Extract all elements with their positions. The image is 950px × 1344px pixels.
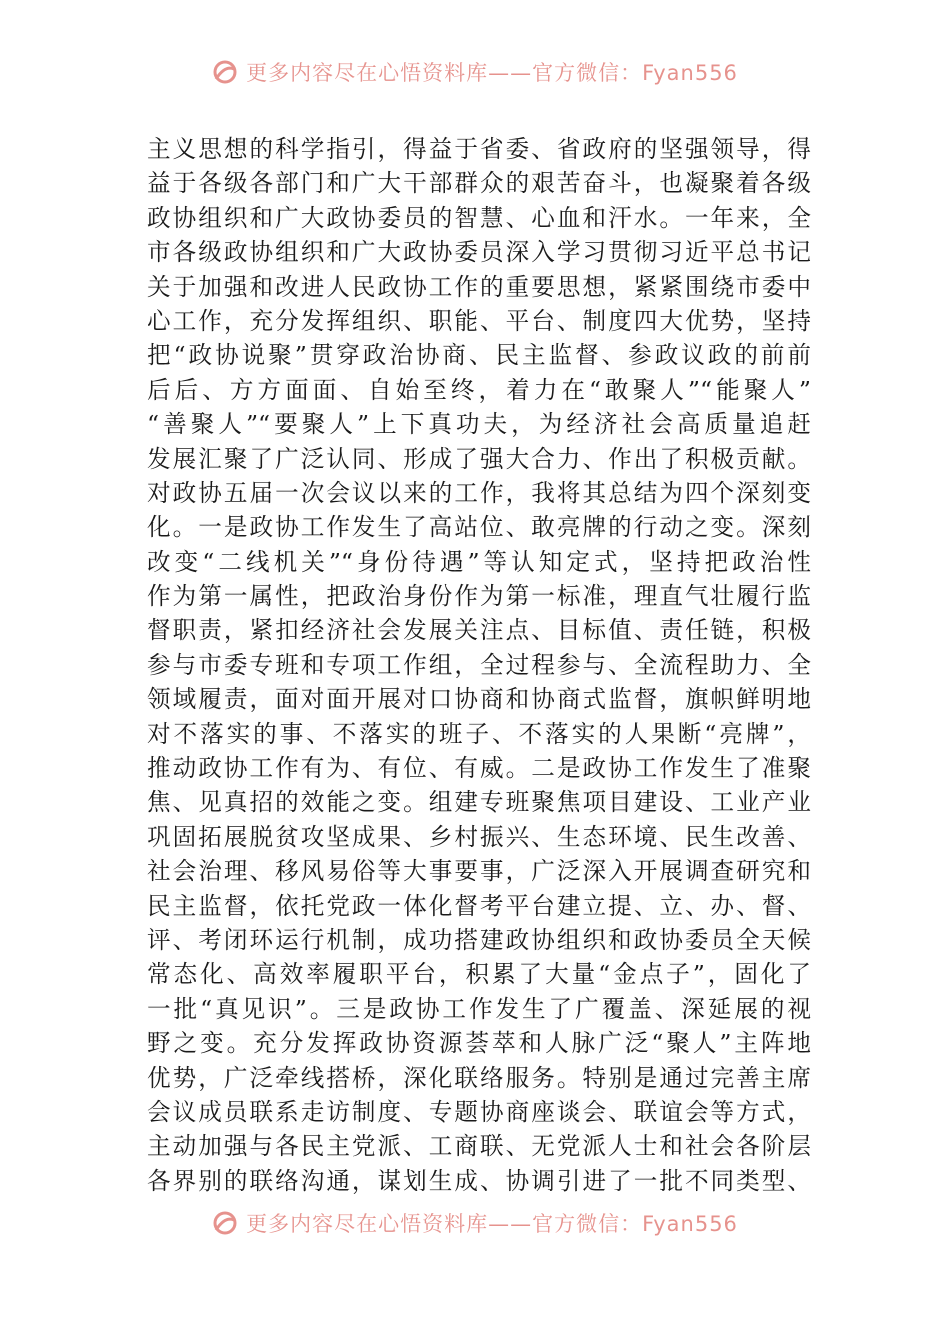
text-line: “善聚人”“要聚人”上下真功夫，为经济社会高质量追赶 [147, 410, 811, 439]
watermark-text: 更多内容尽在心悟资料库——官方微信：Fyan556 [246, 61, 738, 85]
document-body [147, 132, 811, 1198]
text-line: 巩固拓展脱贫攻坚成果、乡村振兴、生态环境、民生改善、 [147, 822, 811, 851]
fortune-circle-logo-icon [212, 1210, 238, 1236]
text-line: 化。一是政协工作发生了高站位、敢亮牌的行动之变。深刻 [147, 513, 811, 542]
fortune-circle-logo-icon [212, 59, 238, 85]
text-line: 野之变。充分发挥政协资源荟萃和人脉广泛“聚人”主阵地 [147, 1029, 811, 1058]
text-line: 改变“二线机关”“身份待遇”等认知定式，坚持把政治性 [147, 547, 811, 576]
text-line: 关于加强和改进人民政协工作的重要思想，紧紧围绕市委中 [147, 272, 811, 301]
text-line: 政协组织和广大政协委员的智慧、心血和汗水。一年来，全 [147, 203, 811, 232]
text-line: 主义思想的科学指引，得益于省委、省政府的坚强领导，得 [147, 135, 811, 163]
header-watermark [0, 52, 950, 92]
text-line: 社会治理、移风易俗等大事要事，广泛深入开展调查研究和 [147, 857, 811, 886]
text-line: 常态化、高效率履职平台，积累了大量“金点子”，固化了 [147, 960, 811, 989]
text-line: 民主监督，依托党政一体化督考平台建立提、立、办、督、 [147, 891, 811, 920]
text-line: 评、考闭环运行机制，成功搭建政协组织和政协委员全天候 [147, 925, 811, 954]
text-line: 心工作，充分发挥组织、职能、平台、制度四大优势，坚持 [147, 306, 811, 335]
text-line: 对不落实的事、不落实的班子、不落实的人果断“亮牌”， [147, 719, 811, 748]
text-line: 益于各级各部门和广大干部群众的艰苦奋斗，也凝聚着各级 [147, 169, 811, 198]
text-line: 一批“真见识”。三是政协工作发生了广覆盖、深延展的视 [147, 994, 811, 1023]
text-line: 发展汇聚了广泛认同、形成了强大合力、作出了积极贡献。 [147, 444, 811, 473]
text-line: 会议成员联系走访制度、专题协商座谈会、联谊会等方式， [147, 1097, 811, 1126]
text-line: 对政协五届一次会议以来的工作，我将其总结为四个深刻变 [147, 478, 811, 507]
text-line: 督职责，紧扣经济社会发展关注点、目标值、责任链，积极 [147, 616, 811, 645]
text-line: 推动政协工作有为、有位、有威。二是政协工作发生了准聚 [147, 754, 811, 783]
text-line: 作为第一属性，把政治身份作为第一标准，理直气壮履行监 [147, 582, 811, 611]
watermark-text: 更多内容尽在心悟资料库——官方微信：Fyan556 [246, 1212, 738, 1236]
text-line: 焦、见真招的效能之变。组建专班聚焦项目建设、工业产业 [147, 788, 811, 817]
footer-watermark [0, 1203, 950, 1243]
text-line: 市各级政协组织和广大政协委员深入学习贯彻习近平总书记 [147, 238, 811, 267]
text-line: 把“政协说聚”贯穿政治协商、民主监督、参政议政的前前 [147, 341, 811, 370]
text-line: 领域履责，面对面开展对口协商和协商式监督，旗帜鲜明地 [147, 685, 811, 714]
text-line: 参与市委专班和专项工作组，全过程参与、全流程助力、全 [147, 650, 811, 679]
text-line: 后后、方方面面、自始至终，着力在“敢聚人”“能聚人” [147, 375, 811, 404]
text-line: 优势，广泛牵线搭桥，深化联络服务。特别是通过完善主席 [147, 1063, 811, 1092]
text-line: 主动加强与各民主党派、工商联、无党派人士和社会各阶层 [147, 1132, 811, 1161]
text-line: 各界别的联络沟通，谋划生成、协调引进了一批不同类型、 [147, 1166, 811, 1195]
